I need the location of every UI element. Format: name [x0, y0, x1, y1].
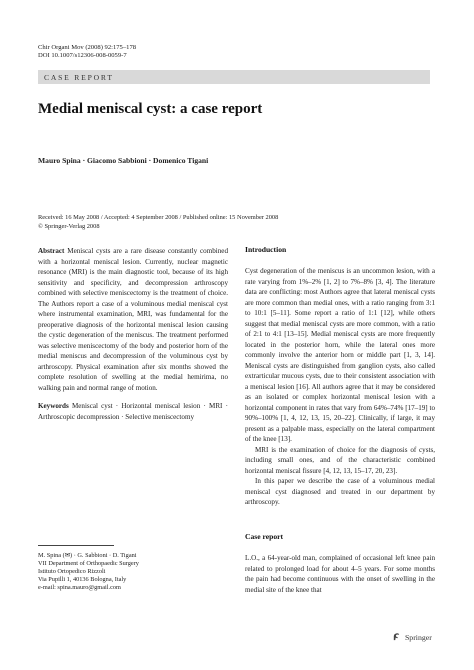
- affiliation-authors: M. Spina (✉) · G. Sabbioni · D. Tigani: [38, 552, 137, 559]
- journal-citation: [38, 44, 338, 60]
- springer-horse-icon: [392, 632, 401, 641]
- keywords-label: Keywords: [38, 402, 69, 410]
- introduction-paragraph-2: MRI is the examination of choice for the diagnosis of cysts, including small ones, and of the characteristic combined horizontal meniscal fissure [4, 12, 13, 15–17, 20, 23].: [245, 445, 435, 475]
- article-type-label: CASE REPORT: [44, 73, 114, 82]
- doi-line: DOI 10.1007/s12306-008-0059-7: [38, 52, 127, 60]
- introduction-heading: Introduction: [245, 245, 287, 254]
- introduction-paragraph-3: In this paper we describe the case of a voluminous medial meniscal cyst diagnosed and treated in our department by arthroscopy.: [245, 477, 435, 506]
- copyright-line: © Springer-Verlag 2008: [38, 223, 100, 230]
- keywords-paragraph: [38, 401, 228, 422]
- abstract-text: Meniscal cysts are a rare disease constantly combined with a horizontal meniscal lesion. Currently, nuclear magnetic resonance (MRI) is the main diagnostic tool, because of its high sensitivity and specificity, and decompression arthroscopy combined with selective meniscectomy is the treatment of choice. The Authors report a case of a voluminous medial meniscal cyst where instrumental examination, MRI, was fundamental for the preoperative diagnosis of the horizontal meniscal lesion causing the cystic degeneration of the meniscus. The treatment performed was selective meniscectomy of the body and posterior horn of the medial meniscus and decompression of the voluminous cyst by arthroscopy. Physical examination after six months showed the complete resolution of swelling at the medial hemirima, no walking pain and normal range of motion.: [38, 247, 228, 392]
- introduction-paragraph-1: Cyst degeneration of the meniscus is an uncommon lesion, with a rate varying from 1%–2% [1, 2] to 7%–8% [3, 4]. The literature data are conflicting: most Authors agree that lateral meniscal cysts are more common than medial ones, with a ratio ranging from 3:1 to 10:1 [5–11]. Some report a ratio of 1:1 [12], while others suggest that medial meniscal cysts are more common, with a ratio of 2:1 to 4:1 [13–15]. Medial meniscal cysts are more frequently located in the posterior horn, while the lateral ones more commonly involve the anterior horn or middle part [1, 3, 14]. Meniscal cysts are distinguished from ganglion cysts, also called extrarticular mucous cysts, due to their consistent association with a meniscal lesion [16]. All authors agree that it may be considered as an isolated or complex horizontal meniscal lesion with a horizontal component in rates that vary from 64%–74% [17–19] to 90%–100% [1, 4, 12, 13, 15, 20–22]. Clinically, if large, it may present as a palpable mass, especially on the lateral compartment of the knee [13].: [245, 267, 435, 443]
- dates-line: Received: 16 May 2008 / Accepted: 4 September 2008 / Published online: 15 November 2008: [38, 214, 279, 221]
- affiliation-department: VII Department of Orthopaedic Surgery: [38, 559, 139, 567]
- abstract-section: [38, 246, 228, 422]
- footnote-divider: [38, 545, 114, 546]
- author-affiliation: [38, 552, 228, 592]
- abstract-paragraph: [38, 246, 228, 393]
- author-list: Mauro Spina · Giacomo Sabbioni · Domenico Tigani: [38, 156, 209, 165]
- introduction-body: [245, 266, 435, 508]
- publisher-mark: [392, 632, 432, 642]
- case-report-heading: Case report: [245, 532, 284, 541]
- abstract-label: Abstract: [38, 247, 65, 255]
- case-report-body: L.O., a 64-year-old man, complained of occasional left knee pain related to prolonged load for about 4–5 years. For some months the pain had become continuous with the onset of swelling in the medial site of the knee that: [245, 554, 435, 594]
- article-title: Medial meniscal cyst: a case report: [38, 101, 263, 117]
- affiliation-institute: Istituto Ortopedico Rizzoli: [38, 567, 106, 575]
- publisher-name: Springer: [404, 633, 432, 642]
- affiliation-address: Via Pupilli 1, 40136 Bologna, Italy: [38, 575, 127, 583]
- article-type-banner: [38, 70, 430, 84]
- affiliation-email: e-mail: spina.mauro@gmail.com: [38, 583, 121, 591]
- keywords-text: Meniscal cyst · Horizontal meniscal lesion · MRI · Arthroscopic decompression · Selective meniscectomy: [38, 402, 228, 421]
- journal-line: Chir Organi Mov (2008) 92:175–178: [38, 44, 137, 51]
- publication-dates: [38, 213, 438, 231]
